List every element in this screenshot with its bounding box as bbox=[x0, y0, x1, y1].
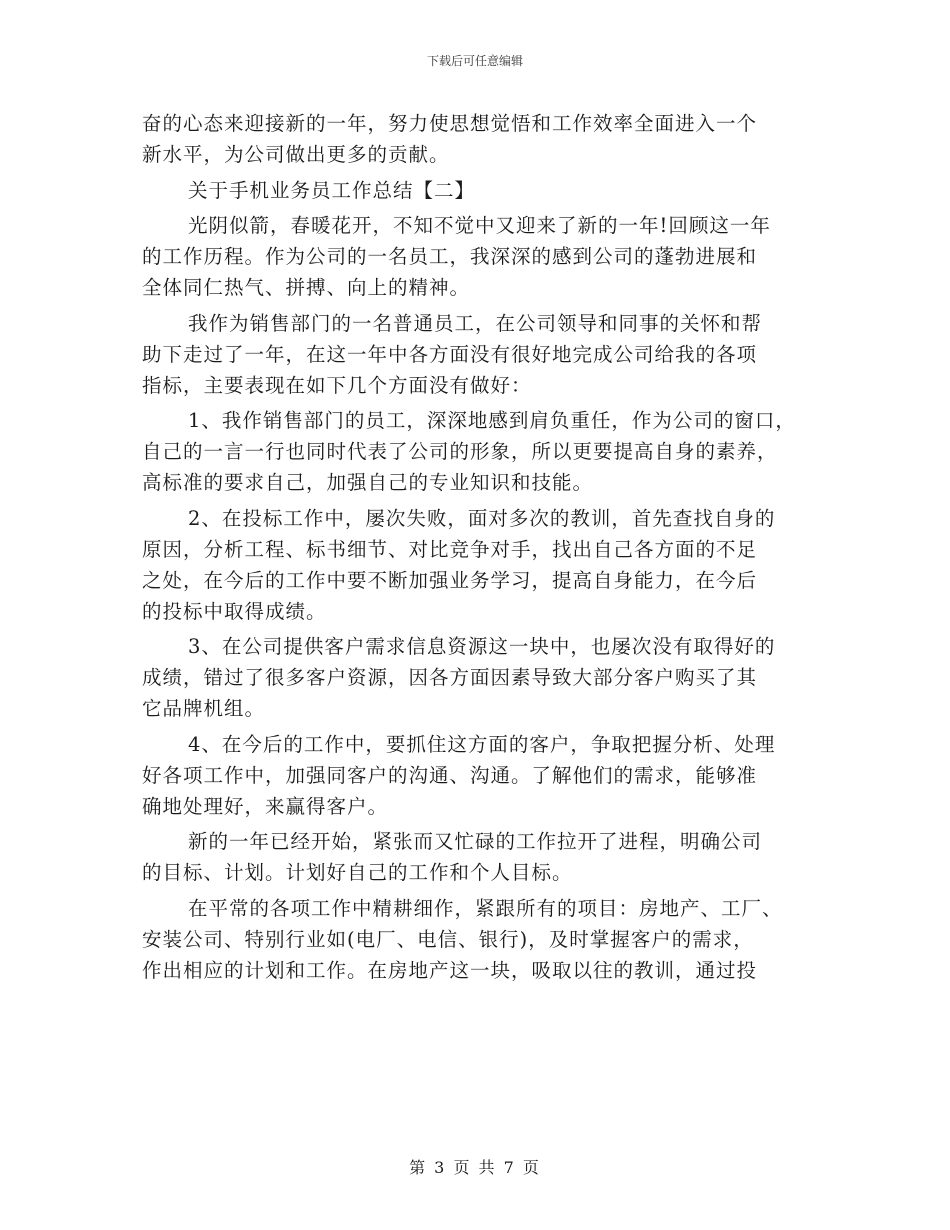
text-line: 之处，在今后的工作中要不断加强业务学习，提高自身能力，在今后 bbox=[142, 568, 758, 592]
paragraph bbox=[142, 729, 812, 822]
paragraph bbox=[142, 503, 812, 627]
text-line: 在平常的各项工作中精耕细作，紧跟所有的项目：房地产、工厂、 bbox=[188, 896, 783, 920]
text-line: 奋的心态来迎接新的一年，努力使思想觉悟和工作效率全面进入一个 bbox=[142, 112, 758, 135]
text-line: 3、在公司提供客户需求信息资源这一块中，也屡次没有取得好的 bbox=[188, 635, 776, 658]
text-line: 的目标、计划。计划好自己的工作和个人目标。 bbox=[142, 861, 573, 884]
text-line: 作出相应的计划和工作。在房地产这一块，吸取以往的教训，通过投 bbox=[142, 958, 758, 982]
text-line: 它品牌机组。 bbox=[142, 697, 266, 720]
text-line: 关于手机业务员工作总结【二】 bbox=[188, 178, 476, 202]
text-line: 自己的一言一行也同时代表了公司的形象，所以更要提高自身的素养， bbox=[142, 440, 778, 463]
text-line: 光阴似箭，春暖花开，不知不觉中又迎来了新的一年!回顾这一年 bbox=[188, 214, 771, 237]
text-line: 助下走过了一年，在这一年中各方面没有很好地完成公司给我的各项 bbox=[142, 342, 758, 366]
text-line: 的工作历程。作为公司的一名员工，我深深的感到公司的蓬勃进展和 bbox=[142, 245, 758, 268]
paragraph bbox=[142, 826, 812, 888]
text-line: 新的一年已经开始，紧张而又忙碌的工作拉开了进程，明确公司 bbox=[188, 830, 763, 853]
text-line: 指标，主要表现在如下几个方面没有做好： bbox=[142, 373, 532, 397]
text-line: 安装公司、特别行业如(电厂、电信、银行)，及时掌握客户的需求， bbox=[142, 927, 754, 951]
paragraph bbox=[142, 175, 812, 206]
paragraph bbox=[142, 210, 812, 303]
text-line: 成绩，错过了很多客户资源，因各方面因素导致大部分客户购买了其 bbox=[142, 666, 758, 689]
text-line: 确地处理好，来赢得客户。 bbox=[142, 794, 389, 818]
text-line: 新水平，为公司做出更多的贡献。 bbox=[142, 143, 450, 166]
text-line: 高标准的要求自己，加强自己的专业知识和技能。 bbox=[142, 471, 594, 494]
document-body bbox=[142, 108, 812, 986]
text-line: 原因，分析工程、标书细节、对比竞争对手，找出自己各方面的不足 bbox=[142, 537, 758, 561]
text-line: 全体同仁热气、拼搏、向上的精神。 bbox=[142, 276, 471, 299]
paragraph bbox=[142, 108, 812, 170]
text-line: 1、我作销售部门的员工，深深地感到肩负重任，作为公司的窗口， bbox=[188, 409, 796, 432]
page-footer: 第 3 页 共 7 页 bbox=[409, 1158, 541, 1177]
paragraph bbox=[142, 308, 812, 401]
text-line: 2、在投标工作中，屡次失败，面对多次的教训，首先查找自身的 bbox=[188, 506, 776, 530]
page-header: 下载后可任意编辑 bbox=[426, 54, 523, 68]
text-line: 我作为销售部门的一名普通员工，在公司领导和同事的关怀和帮 bbox=[188, 311, 763, 335]
paragraph bbox=[142, 405, 812, 498]
paragraph bbox=[142, 631, 812, 724]
text-line: 的投标中取得成绩。 bbox=[142, 599, 327, 623]
text-line: 好各项工作中，加强同客户的沟通、沟通。了解他们的需求，能够准 bbox=[142, 763, 758, 787]
paragraph bbox=[142, 893, 812, 986]
text-line: 4、在今后的工作中，要抓住这方面的客户，争取把握分析、处理 bbox=[188, 732, 776, 756]
